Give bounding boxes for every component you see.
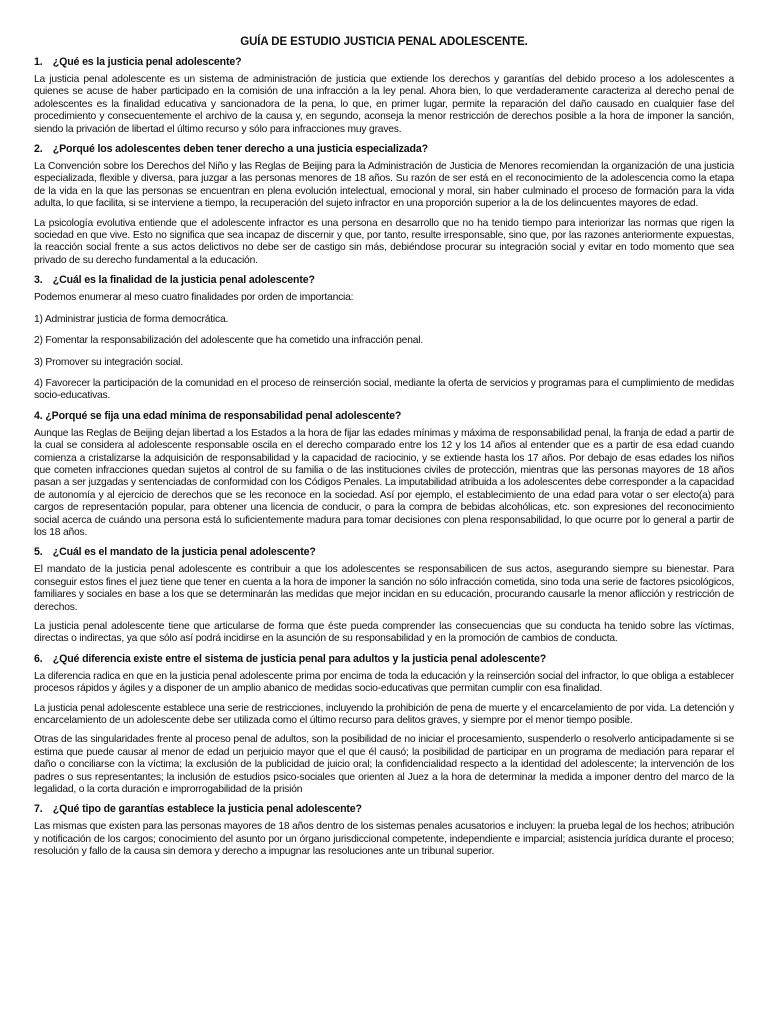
question-2-heading <box>34 143 734 155</box>
question-5-heading <box>34 546 734 558</box>
question-text: ¿Porqué los adolescentes deben tener derecho a una justicia especializada? <box>52 143 428 156</box>
question-text: ¿Cuál es el mandato de la justicia penal adolescente? <box>52 546 316 559</box>
paragraph: Las mismas que existen para las personas mayores de 18 años dentro de los sistemas penales acusatorios e incluyen: la prueba legal de los hechos; atribución y notificación de los cargos; conocimiento del asunto por un órgano jurisdiccional competente, independiente e imparcial; asistencia jurídica durante el proceso; resolución y fallo de la causa sin demora y derecho a impugnar las resoluciones ante un tribunal superior. <box>34 821 734 858</box>
paragraph: El mandato de la justicia penal adolescente es contribuir a que los adolescentes se responsabilicen de sus actos, asegurando siempre su bienestar. Para conseguir estos fines el juez tiene que tener en cuenta a la hora de imponer la sanción no sólo infracción cometida, sino toda una serie de factores psicológicos, familiares y sociales en base a los que se determinarán las medidas que mejor incidan en su educación, procurando causarle la menor aflicción y restricción de derechos. <box>34 564 734 613</box>
paragraph: La justicia penal adolescente es un sistema de administración de justicia que extiende los derechos y garantías del debido proceso a los adolescentes a quienes se acuse de haber participado en la comisión de una infracción a la ley penal. Ahora bien, lo que verdaderamente caracteriza al derecho penal de adolescentes es la finalidad educativa y sancionadora de la pena, lo que, en primer lugar, permite la reparación del daño causado en cualquier fase del procedimiento y consecuentemente el archivo de la causa y, en segundo, aconseja la menor restricción de derechos posible a la hora de imponer la sanción, siendo la privación de libertad el último recurso y sólo para infracciones muy graves. <box>34 74 734 135</box>
paragraph: La psicología evolutiva entiende que el adolescente infractor es una persona en desarrollo que no ha tenido tiempo para interiorizar las normas que rigen la sociedad en que vive. Esto no significa que sea incapaz de discernir y que, por tanto, resulte irresponsable, sino que, por las razones anteriormente expuestas, la reacción social frente a sus actos delictivos no debe ser de castigo sin más, debiéndose procurar su integración social y evitar en todo momento que sea privado de su derecho fundamental a la educación. <box>34 217 734 266</box>
paragraph: Podemos enumerar al meso cuatro finalidades por orden de importancia: <box>34 292 354 304</box>
question-text: ¿Qué es la justicia penal adolescente? <box>52 56 242 68</box>
question-text: ¿Cuál es la finalidad de la justicia penal adolescente? <box>52 274 315 287</box>
paragraph: La justicia penal adolescente establece una serie de restricciones, incluyendo la prohibición de pena de muerte y el encarcelamiento de por vida. La detención y encarcelamiento de un adolescente debe ser utilizada como el último recurso para delitos graves, y siempre por el menor tiempo posible. <box>34 702 734 727</box>
question-text: ¿Porqué se fija una edad mínima de responsabilidad penal adolescente? <box>45 409 402 422</box>
list-item: 1) Administrar justicia de forma democrática. <box>34 313 229 325</box>
question-number: 6. <box>34 652 43 665</box>
list-item: 4) Favorecer la participación de la comunidad en el proceso de reinserción social, mediante la oferta de servicios y programas para el cumplimiento de medidas socio-educativas. <box>34 377 734 402</box>
question-number: 1. <box>34 56 43 68</box>
question-3-heading <box>34 274 734 286</box>
question-number: 7. <box>34 803 43 816</box>
paragraph: Aunque las Reglas de Beijing dejan libertad a los Estados a la hora de fijar las edades mínimas y máxima de responsabilidad penal, la franja de edad a partir de la cual se considera al adolescente responsable oscila en el derecho comparado entre los 12 y los 14 años al entender que es a partir de esa edad cuando comienza a cristalizarse la adquisición de responsabilidad y la capacidad de raciocinio, y se extiende hasta los 17 años. Por debajo de esas edades los niños que cometen infracciones quedan sujetos al control de su familia o de las instituciones civiles de protección, mientras que las personas mayores de 18 años pasan a ser juzgadas y sentenciadas de conformidad con los Códigos Penales. La imputabilidad atribuida a los adolescentes debe corresponder a la capacidad de autonomía y al ejercicio de derechos que se les reconoce en la sociedad. Así por ejemplo, el establecimiento de una edad para votar o ser electo(a) para cargos de representación popular, para obtener una licencia de conducir, o para la compra de bebidas alcohólicas, etc. son expresiones del reconocimiento social acerca de cuándo una persona está lo suficientemente madura para tomar decisiones con plena responsabilidad, lo que ocurre por lo general a partir de los 18 años. <box>34 427 734 538</box>
question-4-heading <box>34 410 734 422</box>
paragraph: La diferencia radica en que en la justicia penal adolescente prima por encima de toda la educación y la reinserción social del infractor, lo que obliga a establecer procesos rápidos y ágiles y a disponer de un amplio abanico de medidas socio-educativas que permitan cumplir con esa finalidad. <box>34 670 734 695</box>
list-item: 3) Promover su integración social. <box>34 356 183 368</box>
question-number: 2. <box>34 143 43 156</box>
paragraph: Otras de las singularidades frente al proceso penal de adultos, son la posibilidad de no iniciar el procesamiento, suspenderlo o resolverlo anticipadamente si se estima que puede causar al menor de edad un perjuicio mayor que el que él causó; la posibilidad de participar en un programa de mediación para reparar el daño o conciliarse con la víctima; la exclusión de la publicidad de juicio oral; la confidencialidad respecto a la identidad del adolescente; la intervención de los padres o sus representantes; la inclusión de estudios psico-sociales que orienten al Juez a la hora de determinar la medida a imponer dentro del marco de la legalidad, o la corta duración e improrrogabilidad de la prisión <box>34 734 734 796</box>
question-number: 4. <box>34 409 43 422</box>
question-6-heading <box>34 653 734 665</box>
question-text: ¿Qué diferencia existe entre el sistema de justicia penal para adultos y la justicia penal adolescente? <box>52 652 547 665</box>
question-text: ¿Qué tipo de garantías establece la justicia penal adolescente? <box>52 803 362 816</box>
paragraph: La Convención sobre los Derechos del Niño y las Reglas de Beijing para la Administración de Justicia de Menores recomiendan la organización de una justicia especializada, flexible y diversa, para juzgar a las personas menores de 18 años. Su razón de ser está en el reconocimiento de la adolescencia como la etapa de la vida en la que las personas se encuentran en plena evolución intelectual, emocional y moral, sin haber culminado el proceso de formación para la vida adulta, lo que facilita, si se interviene a tiempo, la recuperación del sujeto infractor en una proporción superior a la de los delincuentes mayores de edad. <box>34 161 734 210</box>
question-number: 3. <box>34 274 43 287</box>
list-item: 2) Fomentar la responsabilización del adolescente que ha cometido una infracción penal. <box>34 335 424 347</box>
question-7-heading <box>34 803 734 815</box>
question-1-heading <box>34 56 734 68</box>
document-title: GUÍA DE ESTUDIO JUSTICIA PENAL ADOLESCENTE. <box>240 36 528 48</box>
paragraph: La justicia penal adolescente tiene que articularse de forma que éste pueda comprender las consecuencias que su conducta ha tenido sobre las víctimas, directas o indirectas, ya que sólo así podrá incidirse en la asunción de su responsabilidad y en la promoción de cambios de conducta. <box>34 621 734 645</box>
question-number: 5. <box>34 546 43 559</box>
